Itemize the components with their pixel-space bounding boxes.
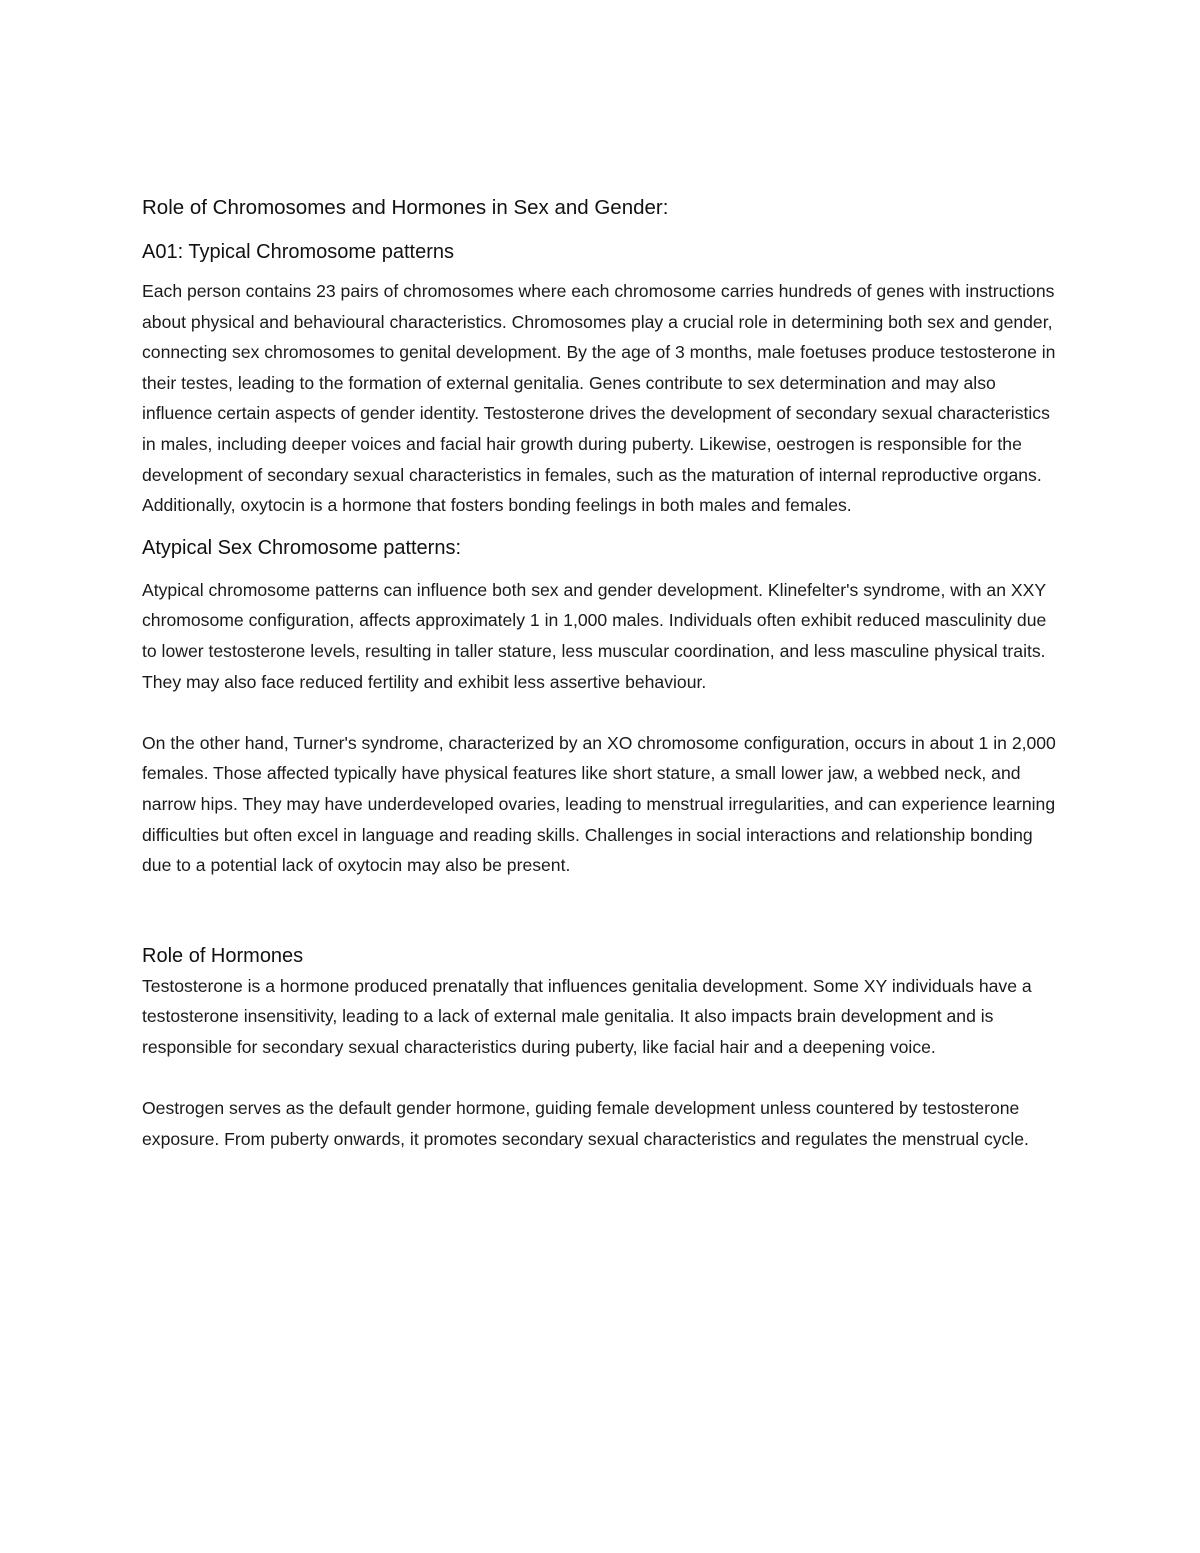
- section-heading-atypical-sex-chromosome-patterns: Atypical Sex Chromosome patterns:: [142, 536, 462, 559]
- document-body: [142, 193, 1062, 1154]
- section-heading-role-of-hormones: Role of Hormones: [142, 944, 304, 967]
- paragraph-testosterone: Testosterone is a hormone produced prenatally that influences genitalia development. Some XY individuals have a testosterone insensitivity, leading to a lack of external male genitalia. It also impacts brain development and is responsible for secondary sexual characteristics during puberty, like facial hair and a deepening voice.: [142, 975, 1032, 1057]
- section-heading-typical-chromosome-patterns: A01: Typical Chromosome patterns: [142, 241, 455, 263]
- paragraph-typical-chromosomes: Each person contains 23 pairs of chromosomes where each chromosome carries hundreds of genes with instructions about physical and behavioural characteristics. Chromosomes play a crucial role in determining both sex and gender, connecting sex chromosomes to genital development. By the age of 3 months, male foetuses produce testosterone in their testes, leading to the formation of external genitalia. Genes contribute to sex determination and may also influence certain aspects of gender identity. Testosterone drives the development of secondary sexual characteristics in males, including deeper voices and facial hair growth during puberty. Likewise, oestrogen is responsible for the development of secondary sexual characteristics in females, such as the maturation of internal reproductive organs. Additionally, oxytocin is a hormone that fosters bonding feelings in both males and females.: [142, 281, 1056, 516]
- document-title: Role of Chromosomes and Hormones in Sex and Gender:: [142, 196, 669, 219]
- paragraph-klinefelters-syndrome: Atypical chromosome patterns can influence both sex and gender development. Klinefelter's syndrome, with an XXY chromosome configuration, affects approximately 1 in 1,000 males. Individuals often exhibit reduced masculinity due to lower testosterone levels, resulting in taller stature, less muscular coordination, and less masculine physical traits. They may also face reduced fertility and exhibit less assertive behaviour.: [142, 579, 1047, 692]
- paragraph-oestrogen: Oestrogen serves as the default gender hormone, guiding female development unless countered by testosterone exposure. From puberty onwards, it promotes secondary sexual characteristics and regulates the menstrual cycle.: [142, 1098, 1029, 1149]
- paragraph-turners-syndrome: On the other hand, Turner's syndrome, characterized by an XO chromosome configuration, occurs in about 1 in 2,000 females. Those affected typically have physical features like short stature, a small lower jaw, a webbed neck, and narrow hips. They may have underdeveloped ovaries, leading to menstrual irregularities, and can experience learning difficulties but often excel in language and reading skills. Challenges in social interactions and relationship bonding due to a potential lack of oxytocin may also be present.: [142, 732, 1056, 876]
